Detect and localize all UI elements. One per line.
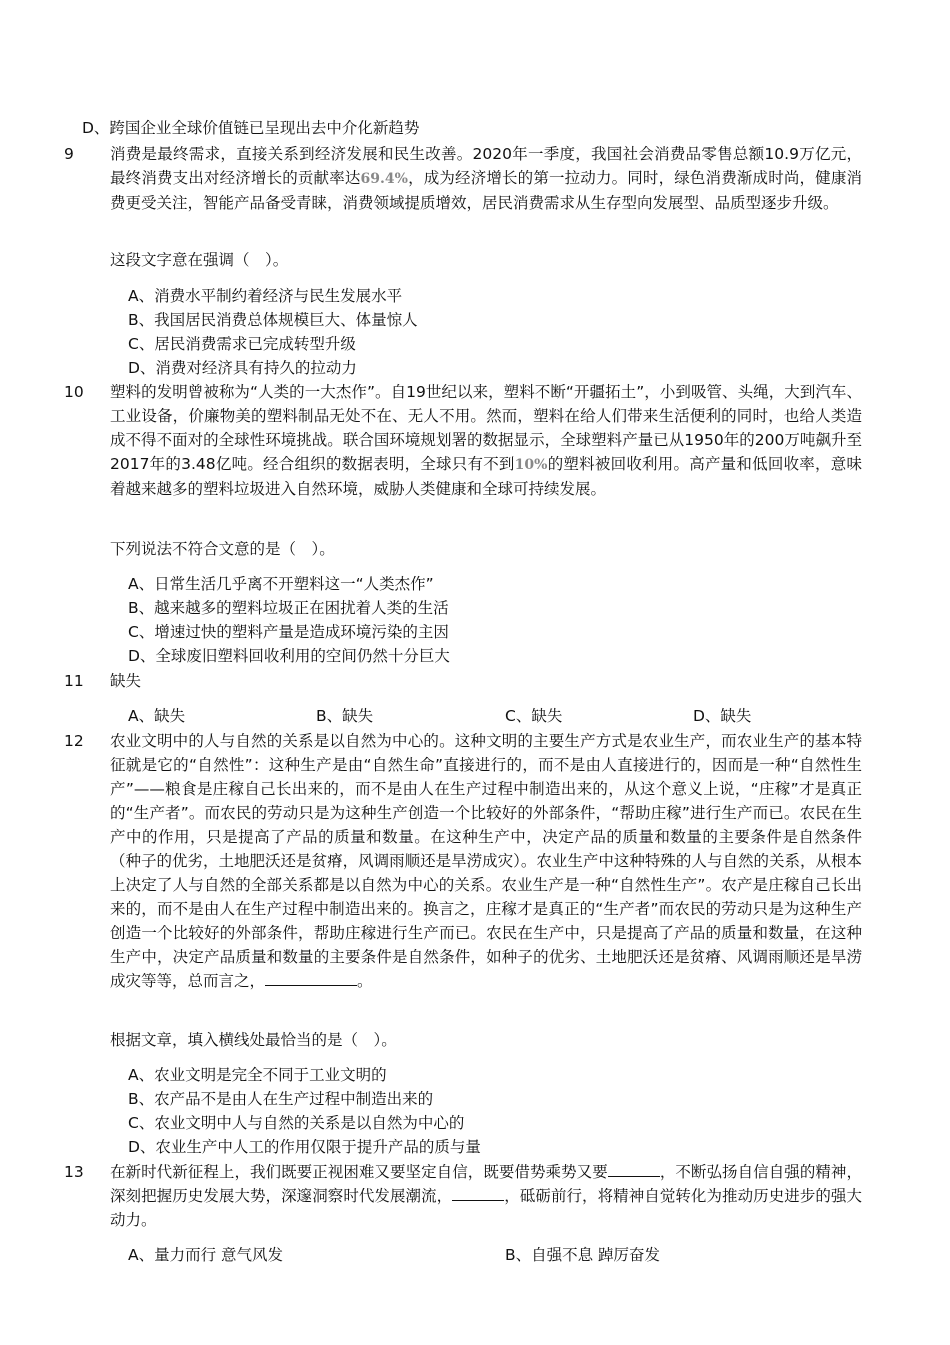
passage-text: 的塑料被回收利用。高产量和低回收率，意味着越来越多的塑料垃圾进入自然环境，威胁人类健康和全球可持续发展。: [110, 455, 862, 498]
answer-option-d[interactable]: D、全球废旧塑料回收利用的空间仍然十分巨大: [128, 647, 450, 665]
answer-option-d[interactable]: D、消费对经济具有持久的拉动力: [128, 359, 357, 377]
question-number: 9: [64, 145, 74, 163]
answer-option-a[interactable]: A、日常生活几乎离不开塑料这一“人类杰作”: [128, 575, 434, 593]
carryover-option-d: D、跨国企业全球价值链已呈现出去中介化新趋势: [82, 119, 420, 137]
answer-option-c[interactable]: C、居民消费需求已完成转型升级: [128, 335, 356, 353]
passage-text: 在新时代新征程上，我们既要正视困难又要坚定自信，既要借势乘势又要: [110, 1163, 608, 1181]
passage-text: 塑料的发明曾被称为“人类的一大杰作”。自19世纪以来，塑料不断“开疆拓土”，小到吸管、头绳，大到汽车、工业设备，价廉物美的塑料制品无处不在、无人不用。然而，塑料在给人们带来生活便利的同时，也给人类造成不得不面对的全球性环境挑战。联合国环境规划署的数据显示，全球塑料产量已从1950年的200万吨飙升至2017年的3.48亿吨。经合组织的数据表明，全球只有不到: [110, 383, 862, 473]
passage-number: 69.4%: [360, 171, 408, 187]
answer-option-c[interactable]: C、农业文明中人与自然的关系是以自然为中心的: [128, 1114, 465, 1132]
question-passage: [110, 380, 862, 501]
answer-option-d[interactable]: D、缺失: [693, 707, 752, 725]
question-passage: [110, 729, 862, 993]
answer-option-b[interactable]: B、越来越多的塑料垃圾正在困扰着人类的生活: [128, 599, 449, 617]
question-number: 13: [64, 1163, 84, 1181]
question-prompt: 根据文章，填入横线处最恰当的是（ ）。: [110, 1031, 397, 1049]
answer-option-b[interactable]: B、缺失: [316, 707, 374, 725]
question-number: 12: [64, 732, 84, 750]
answer-option-b[interactable]: B、我国居民消费总体规模巨大、体量惊人: [128, 311, 418, 329]
question-number: 10: [64, 383, 84, 401]
answer-option-a[interactable]: A、消费水平制约着经济与民生发展水平: [128, 287, 403, 305]
passage-text: 。: [357, 972, 373, 990]
question-passage: [110, 142, 862, 215]
answer-option-c[interactable]: C、缺失: [505, 707, 563, 725]
answer-option-b[interactable]: B、自强不息 踔厉奋发: [505, 1246, 661, 1264]
answer-option-a[interactable]: A、缺失: [128, 707, 186, 725]
fill-blank[interactable]: [452, 1186, 504, 1201]
question-passage: 缺失: [110, 672, 142, 690]
question-number: 11: [64, 672, 84, 690]
passage-number: 10%: [514, 457, 548, 473]
passage-text: ，砥砺前行，将精神自觉转化为推动历史进步的强大动力。: [110, 1187, 862, 1229]
passage-text: ，不断弘扬自信自强的精神，深刻把握历史发展大势，深邃洞察时代发展潮流，: [110, 1163, 862, 1205]
fill-blank[interactable]: [265, 971, 357, 986]
answer-option-d[interactable]: D、农业生产中人工的作用仅限于提升产品的质与量: [128, 1138, 481, 1156]
passage-text: 农业文明中的人与自然的关系是以自然为中心的。这种文明的主要生产方式是农业生产，而农业生产的基本特征就是它的“自然性”：这种生产是由“自然生命”直接进行的，而不是由人直接进行的，因而是一种“自然性生产”——粮食是庄稼自己长出来的，而不是由人在生产过程中制造出来的，从这个意义上说，“庄稼”才是真正的“生产者”。而农民的劳动只是为这种生产创造一个比较好的外部条件，“帮助庄稼”进行生产而已。农民在生产中的作用，只是提高了产品的质量和数量。在这种生产中，决定产品的质量和数量的主要条件是自然条件（种子的优劣，土地肥沃还是贫瘠，风调雨顺还是旱涝成灾）。农业生产中这种特殊的人与自然的关系，从根本上决定了人与自然的全部关系都是以自然为中心的关系。农业生产是一种“自然性生产”。农产是庄稼自己长出来的，而不是由人在生产过程中制造出来的。换言之，庄稼才是真正的“生产者”而农民的劳动只是为这种生产创造一个比较好的外部条件，帮助庄稼进行生产而已。农民在生产中，只是提高了产品的质量和数量，在这种生产中，决定产品质量和数量的主要条件是自然条件，如种子的优劣、土地肥沃还是贫瘠、风调雨顺还是旱涝成灾等等，总而言之，: [110, 732, 862, 990]
answer-option-a[interactable]: A、农业文明是完全不同于工业文明的: [128, 1066, 387, 1084]
fill-blank[interactable]: [608, 1162, 660, 1177]
passage-text: 消费是最终需求，直接关系到经济发展和民生改善。2020年一季度，我国社会消费品零售总额10.9万亿元，最终消费支出对经济增长的贡献率达: [110, 145, 862, 187]
question-passage: [110, 1160, 862, 1232]
passage-text: ，成为经济增长的第一拉动力。同时，绿色消费渐成时尚，健康消费更受关注，智能产品备受青睐，消费领域提质增效，居民消费需求从生存型向发展型、品质型逐步升级。: [110, 169, 862, 212]
answer-option-a[interactable]: A、量力而行 意气风发: [128, 1246, 284, 1264]
answer-option-b[interactable]: B、农产品不是由人在生产过程中制造出来的: [128, 1090, 434, 1108]
answer-option-c[interactable]: C、增速过快的塑料产量是造成环境污染的主因: [128, 623, 449, 641]
question-prompt: 下列说法不符合文意的是（ ）。: [110, 540, 335, 558]
question-prompt: 这段文字意在强调（ ）。: [110, 251, 289, 269]
